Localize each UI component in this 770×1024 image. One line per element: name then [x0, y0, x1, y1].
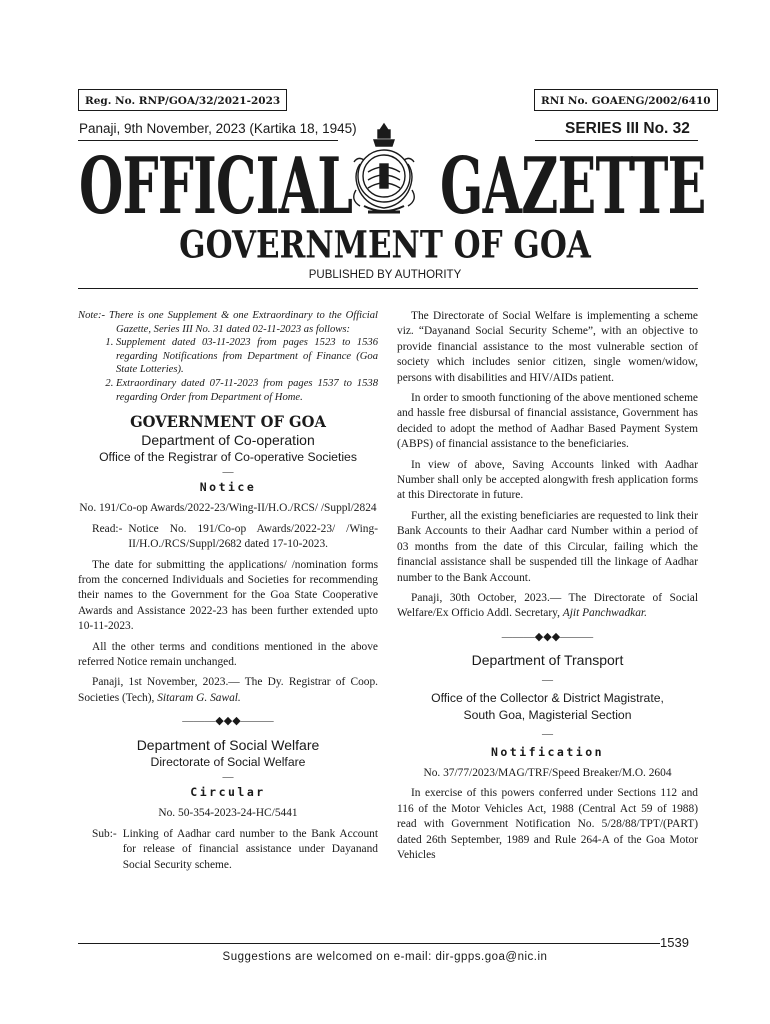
notice-heading: Notice — [199, 479, 257, 494]
suggestions-email: Suggestions are welcomed on e-mail: dir-gpps.goa@nic.in — [222, 951, 548, 963]
notification-paragraph: In exercise of this powers conferred under Sections 112 and 116 of the Motor Vehicles Act, 1988 (Central Act 59 of 1988) read with Government Notification No. 5/28/88/TPT/(PART) dated 26th September, 1989 and Rule 264-A of the Goa Motor Vehicles — [397, 787, 698, 861]
circular-signature — [397, 591, 698, 622]
read-label: Read:- — [92, 522, 123, 535]
office-collector-line-1: Office of the Collector & District Magistrate, — [431, 690, 664, 705]
notice-paragraph-1: The date for submitting the applications/ /nomination forms from the concerned Individuals and Societies for recommending their names to the Government for the Goa State Cooperative Awards and Assistance 2022-23 has been further extended upto 10-11-2023. — [78, 558, 378, 633]
note-item-1: 1. Supplement dated 03-11-2023 from pages 1523 to 1536 regarding Notifications from Department of Finance (Goa State Lotteries). — [116, 336, 378, 377]
footer-rule — [78, 943, 660, 944]
divider-dash: — — [222, 771, 234, 784]
signatory-name: Ajit Panchwadkar. — [562, 607, 647, 620]
department-cooperation: Department of Co-operation — [141, 431, 315, 448]
divider-dash: — — [222, 465, 234, 478]
masthead-official: OFFICIAL — [79, 140, 353, 232]
rni-number-box — [534, 89, 718, 111]
masthead-government-of-goa: GOVERNMENT OF GOA — [179, 222, 591, 267]
government-of-goa-heading: GOVERNMENT OF GOA — [130, 412, 326, 432]
masthead-gazette: GAZETTE — [440, 140, 706, 232]
issue-date: Panaji, 9th November, 2023 (Kartika 18, 1945) — [79, 121, 357, 136]
divider-dash: — — [542, 727, 553, 740]
circular-paragraph-2: In order to smooth functioning of the above mentioned scheme and hassle free disbursal of financial assistance, Government has decided to adopt the method of Aadhar Based Payment System (ABPS) of financial assistance to the beneficiaries. — [397, 392, 698, 451]
divider-dash: — — [542, 673, 553, 686]
published-by-authority: PUBLISHED BY AUTHORITY — [308, 269, 462, 281]
signatory-name: Sitaram G. Sawal. — [157, 691, 241, 704]
department-social-welfare: Department of Social Welfare — [136, 736, 320, 753]
notification-number: No. 37/77/2023/MAG/TRF/Speed Breaker/M.O. 2604 — [423, 766, 672, 779]
signature-text: Panaji, 1st November, 2023.— The Dy. Registrar of Coop. Societies (Tech), — [78, 676, 378, 704]
office-registrar: Office of the Registrar of Co-operative Societies — [99, 449, 357, 464]
read-reference — [78, 522, 378, 553]
subject-text: Linking of Aadhar card number to the Bank Account for release of financial assistance under Dayanand Social Security scheme. — [122, 827, 378, 871]
left-column — [78, 309, 378, 873]
directorate-social-welfare: Directorate of Social Welfare — [150, 755, 306, 770]
signature-text: Panaji, 30th October, 2023.— The Directorate of Social Welfare/Ex Officio Addl. Secretary, — [397, 591, 698, 620]
notification-heading: Notification — [490, 744, 605, 759]
circular-paragraph-3: In view of above, Saving Accounts linked with Aadhar Number shall only be accepted alongwith fresh application forms at this Directorate in future. — [397, 458, 698, 502]
note-block — [78, 309, 378, 404]
section-separator: ———◆◆◆——— — [182, 715, 274, 728]
header-rule — [78, 288, 698, 289]
circular-heading: Circular — [190, 785, 266, 800]
circular-paragraph-4: Further, all the existing beneficiaries are requested to link their Bank Accounts to their Aadhar card Number within a period of 03 months from the date of this Circular, failing which the financial assistance shall be suspended till the linkage of Aadhar number to the Bank Account. — [397, 509, 698, 584]
subject-label: Sub:- — [92, 827, 117, 840]
notice-number: No. 191/Co-op Awards/2022-23/Wing-II/H.O./RCS/ /Suppl/2824 — [79, 502, 377, 515]
department-transport: Department of Transport — [471, 652, 624, 669]
office-collector-line-2: South Goa, Magisterial Section — [463, 707, 632, 722]
rni-number: RNI No. GOAENG/2002/6410 — [541, 95, 711, 107]
circular-paragraph-1: The Directorate of Social Welfare is implementing a scheme viz. “Dayanand Social Security Scheme”, with an objective to provide financial assistance to the most vulnerable section of society which includes senior citizen, single women/widow, persons with disabilities and HIV/AIDs patient. — [397, 310, 698, 384]
reg-number-box — [78, 89, 287, 111]
note-intro-text: There is one Supplement & one Extraordinary to the Official Gazette, Series III No. 31 dated 02-11-2023 as follows: — [109, 310, 378, 335]
right-column — [397, 309, 698, 863]
reg-number: Reg. No. RNP/GOA/32/2021-2023 — [85, 95, 281, 107]
circular-number: No. 50-354-2023-24-HC/5441 — [158, 807, 298, 820]
page-number: 1539 — [660, 935, 689, 950]
note-intro — [78, 309, 378, 336]
subject-line — [78, 827, 378, 873]
series-number: SERIES III No. 32 — [565, 120, 690, 137]
read-text: Notice No. 191/Co-op Awards/2022-23/ /Wing-II/H.O./RCS/Suppl/2682 dated 17-10-2023. — [128, 522, 378, 551]
note-label: Note:- — [78, 310, 106, 321]
notice-signature — [78, 675, 378, 706]
note-item-2: 2. Extraordinary dated 07-11-2023 from pages 1537 to 1538 regarding Order from Department of Home. — [116, 377, 378, 404]
notice-paragraph-2: All the other terms and conditions mentioned in the above referred Notice remain unchanged. — [78, 640, 378, 669]
section-separator: ———◆◆◆——— — [501, 630, 594, 643]
